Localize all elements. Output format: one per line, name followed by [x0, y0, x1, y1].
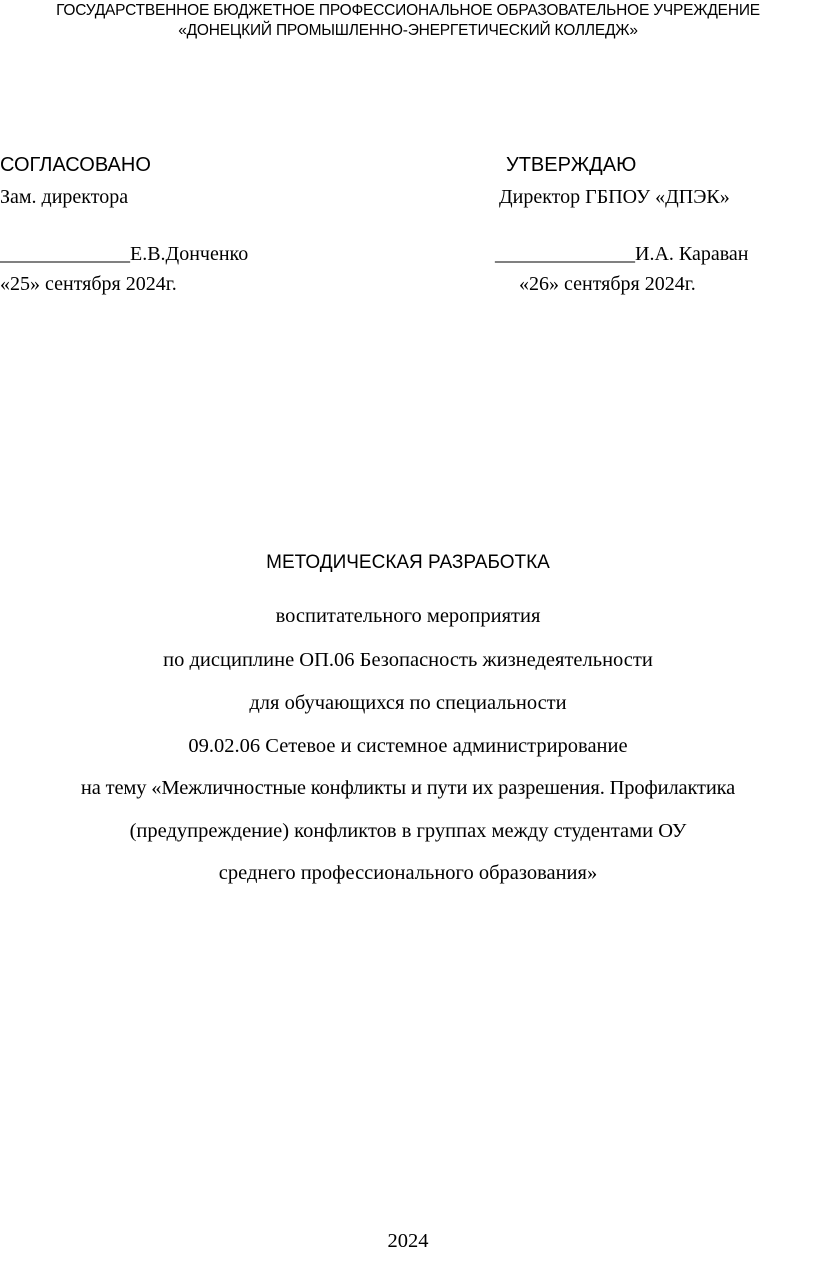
title-line-6: (предупреждение) конфликтов в группах между студентами ОУ: [129, 820, 687, 842]
agreed-position: Зам. директора: [0, 186, 129, 208]
approved-signature: ______________И.А. Караван: [495, 243, 749, 265]
agreed-date: «25» сентября 2024г.: [0, 273, 177, 295]
agreed-heading: СОГЛАСОВАНО: [0, 154, 151, 176]
title-line-3: для обучающихся по специальности: [249, 692, 567, 714]
title-line-4: 09.02.06 Сетевое и системное администрирование: [188, 735, 628, 757]
approved-date: «26» сентября 2024г.: [519, 273, 696, 295]
approved-heading: УТВЕРЖДАЮ: [506, 154, 637, 176]
institution-name-line2: «ДОНЕЦКИЙ ПРОМЫШЛЕННО-ЭНЕРГЕТИЧЕСКИЙ КОЛЛЕДЖ»: [178, 22, 638, 39]
title-line-1: воспитательного мероприятия: [275, 605, 541, 627]
institution-name-line1: ГОСУДАРСТВЕННОЕ БЮДЖЕТНОЕ ПРОФЕССИОНАЛЬНОЕ ОБРАЗОВАТЕЛЬНОЕ УЧРЕЖДЕНИЕ: [56, 2, 760, 19]
title-line-5: на тему «Межличностные конфликты и пути их разрешения. Профилактика: [80, 777, 736, 799]
approved-position: Директор ГБПОУ «ДПЭК»: [499, 186, 730, 208]
agreed-signature: _____________Е.В.Донченко: [0, 243, 249, 265]
title-line-2: по дисциплине ОП.06 Безопасность жизнедеятельности: [163, 649, 653, 671]
document-year: 2024: [387, 1230, 429, 1252]
document-title: МЕТОДИЧЕСКАЯ РАЗРАБОТКА: [266, 552, 550, 573]
title-line-7: среднего профессионального образования»: [218, 862, 598, 884]
